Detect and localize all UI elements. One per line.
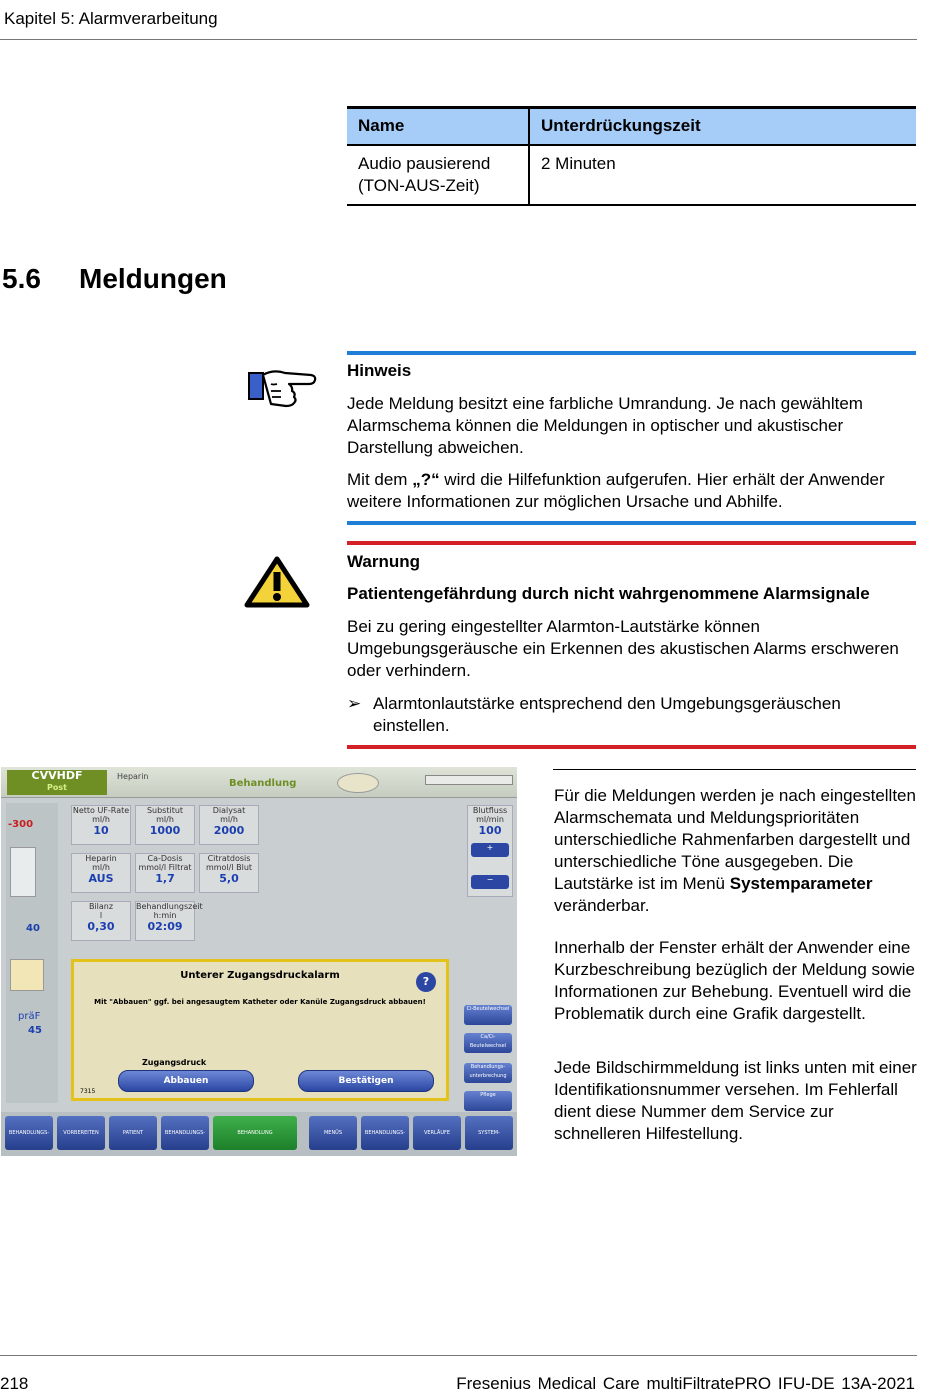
prefilter-label: präF <box>18 1011 41 1022</box>
warning-top-bar <box>347 541 916 545</box>
tile-unit: mmol/l Blut <box>205 863 253 872</box>
tile-unit: ml/h <box>92 815 110 824</box>
alarm-id: 7315 <box>80 1088 96 1095</box>
arrow-bullet-icon: ➢ <box>347 694 362 713</box>
alarm-screen-illustration <box>1 767 517 1170</box>
warning-title: Warnung <box>347 552 421 571</box>
tile-citratdosis[interactable] <box>199 853 259 893</box>
section-number: 5.6 <box>2 263 41 294</box>
blood-flow-label: Blutfluss <box>472 806 508 815</box>
tile-label: Behandlungszeit <box>136 902 203 911</box>
tile-unit: mmol/l Filtrat <box>138 863 192 872</box>
side-button[interactable]: Ci-Beutelwechsel <box>464 1005 512 1025</box>
alarm-dialog <box>71 959 449 1101</box>
note-paragraph-1: Jede Meldung besitzt eine farbliche Umrandung. Je nach gewähltem Alarmschema können die Meldungen in optischer und akustischer Darstellung abweichen. <box>347 394 863 457</box>
help-symbol-text: „?“ <box>412 470 440 489</box>
phase-label: Behandlung <box>229 778 297 789</box>
nav-button[interactable]: MENÜS <box>309 1116 357 1150</box>
nav-button[interactable]: BEHANDLUNGS-PARAMETER <box>161 1116 209 1150</box>
cell-name-line1: Audio pausierend <box>358 154 491 173</box>
abbauen-button[interactable]: Abbauen <box>118 1070 254 1092</box>
pointing-hand-icon <box>245 365 315 410</box>
tile-unit: ml/h <box>220 815 238 824</box>
screen-nav-bar <box>1 1112 517 1170</box>
bag-change-bar <box>425 775 513 785</box>
nav-button[interactable]: BEHANDLUNGS-ENDE <box>361 1116 409 1150</box>
note-bottom-bar <box>347 521 916 525</box>
section-title: Meldungen <box>79 263 227 294</box>
warning-bottom-bar <box>347 745 916 749</box>
note-title: Hinweis <box>347 361 412 380</box>
tile-value: 1000 <box>149 824 181 837</box>
tile-uf-rate[interactable] <box>71 805 131 845</box>
tile-value: 5,0 <box>219 872 239 885</box>
tile-bilanz[interactable] <box>71 901 131 941</box>
tile-unit: h:min <box>153 911 177 920</box>
tile-unit: ml/h <box>156 815 174 824</box>
right-paragraph-2: Innerhalb der Fenster erhält der Anwender eine Kurzbeschreibung bezüglich der Meldung sowie Informationen zur Behebung. Eventuell wird die Problematik durch eine Grafik dargestellt. <box>554 938 915 1023</box>
alarm-text: Mit "Abbauen" ggf. bei angesaugtem Katheter oder Kanüle Zugangsdruck abbauen! <box>94 998 426 1006</box>
prefilter-value: 45 <box>28 1025 42 1036</box>
system-parameter-term: Systemparameter <box>729 874 873 893</box>
nav-button[interactable]: VERLÄUFE <box>413 1116 461 1150</box>
tile-dialysat[interactable] <box>199 805 259 845</box>
right-paragraph-3: Jede Bildschirmmeldung ist links unten mit einer Identifikationsnummer versehen. Im Fehlerfall dient diese Nummer dem Service zur schnelleren Hilfestellung. <box>554 1058 917 1143</box>
tile-value: 0,30 <box>87 920 115 933</box>
mode-sub: Post <box>47 783 67 792</box>
tile-ca-dosis[interactable] <box>135 853 195 893</box>
warning-action-item <box>347 693 893 737</box>
tile-label: Netto UF-Rate <box>72 806 130 815</box>
access-pressure-value: -300 <box>8 819 34 830</box>
tile-substitut[interactable] <box>135 805 195 845</box>
right-column-rule <box>553 769 916 770</box>
therapy-mode <box>7 770 107 795</box>
blood-flow-unit: ml/min <box>476 815 504 824</box>
rp1-after: veränderbar. <box>554 896 650 915</box>
blood-flow-control[interactable] <box>467 805 513 897</box>
nav-button[interactable]: SYSTEM-PARAMETER <box>465 1116 513 1150</box>
tile-value: 2000 <box>213 824 245 837</box>
heparin-label: Heparin <box>117 772 149 781</box>
nav-button-active[interactable]: BEHANDLUNG <box>213 1116 297 1150</box>
tile-label: Ca-Dosis <box>147 854 183 863</box>
blood-flow-value: 100 <box>478 824 502 837</box>
increase-icon[interactable]: + <box>471 843 509 857</box>
cell-name-line2: (TON-AUS-Zeit) <box>358 176 480 195</box>
header-rule <box>0 39 917 40</box>
note-top-bar <box>347 351 916 355</box>
tile-value: 10 <box>93 824 109 837</box>
note-p2-after: wird die Hilfefunktion aufgerufen. Hier erhält der Anwender weitere Informationen zur möglichen Ursache und Abhilfe. <box>347 470 885 511</box>
pressure-gauge-2 <box>10 959 44 991</box>
rp1-before: Für die Meldungen werden je nach eingestellten Alarmschemata und Meldungsprioritäten unterschiedliche Rahmenfarben dargestellt und unterschiedliche Töne ausgegeben. Die Lautstärke ist im Menü <box>554 786 916 893</box>
tile-unit: ml/h <box>92 863 110 872</box>
tile-value: AUS <box>88 872 114 885</box>
tile-label: Bilanz <box>88 902 114 911</box>
note-paragraph-2 <box>347 469 919 513</box>
table-row <box>347 145 916 205</box>
alarm-title: Unterer Zugangsdruckalarm <box>180 970 340 981</box>
page-number: 218 <box>0 1374 29 1393</box>
tile-treatment-time[interactable] <box>135 901 203 941</box>
tile-value: 1,7 <box>155 872 175 885</box>
side-button[interactable]: Pflege <box>464 1091 512 1111</box>
scale-icon <box>337 773 379 793</box>
pressure-gauge-1 <box>10 847 36 897</box>
return-pressure-value: 40 <box>26 923 40 934</box>
footer-rule <box>0 1355 917 1356</box>
table-header-name: Name <box>347 108 529 146</box>
note-p2-before: Mit dem <box>347 470 413 489</box>
nav-button[interactable]: BEHANDLUNGS-ABBR. <box>5 1116 53 1150</box>
alarm-gauge-label: Zugangsdruck <box>142 1058 207 1067</box>
tile-label: Dialysat <box>212 806 246 815</box>
suppression-table <box>347 106 916 206</box>
help-icon[interactable]: ? <box>416 972 436 992</box>
nav-button[interactable]: PATIENT <box>109 1116 157 1150</box>
warning-action-text: Alarmtonlautstärke entsprechend den Umgebungsgeräuschen einstellen. <box>373 694 841 735</box>
table-header-time: Unterdrückungszeit <box>529 108 916 146</box>
right-paragraph-1 <box>554 785 920 917</box>
chapter-header: Kapitel 5: Alarmverarbeitung <box>4 9 218 28</box>
tile-label: Heparin <box>85 854 117 863</box>
mode-label: CVVHDF <box>31 769 83 782</box>
tile-heparin[interactable] <box>71 853 131 893</box>
warning-subtitle: Patientengefährdung durch nicht wahrgenommene Alarmsignale <box>347 584 870 603</box>
table-cell-time: 2 Minuten <box>529 145 916 205</box>
decrease-icon[interactable]: − <box>471 875 509 889</box>
tile-value: 02:09 <box>147 920 183 933</box>
tile-label: Substitut <box>146 806 184 815</box>
table-cell-name <box>347 145 529 205</box>
side-button[interactable]: Behandlungs-unterbrechung <box>464 1063 512 1083</box>
bestaetigen-button[interactable]: Bestätigen <box>298 1070 434 1092</box>
side-button[interactable]: Ca/Ci-Beutelwechsel <box>464 1033 512 1053</box>
pressure-column <box>6 803 58 1103</box>
warning-paragraph: Bei zu gering eingestellter Alarmton-Lautstärke können Umgebungsgeräusche ein Erkennen des akustischen Alarms erschweren oder verhindern. <box>347 617 899 680</box>
footer-doc-info: Fresenius Medical Care multiFiltratePRO IFU-DE 13A-2021 <box>456 1374 915 1393</box>
tile-label: Citratdosis <box>207 854 251 863</box>
nav-button[interactable]: VORBEREITEN <box>57 1116 105 1150</box>
screen-topbar <box>1 767 517 798</box>
warning-triangle-icon <box>244 556 310 608</box>
tile-unit: l <box>99 911 103 920</box>
